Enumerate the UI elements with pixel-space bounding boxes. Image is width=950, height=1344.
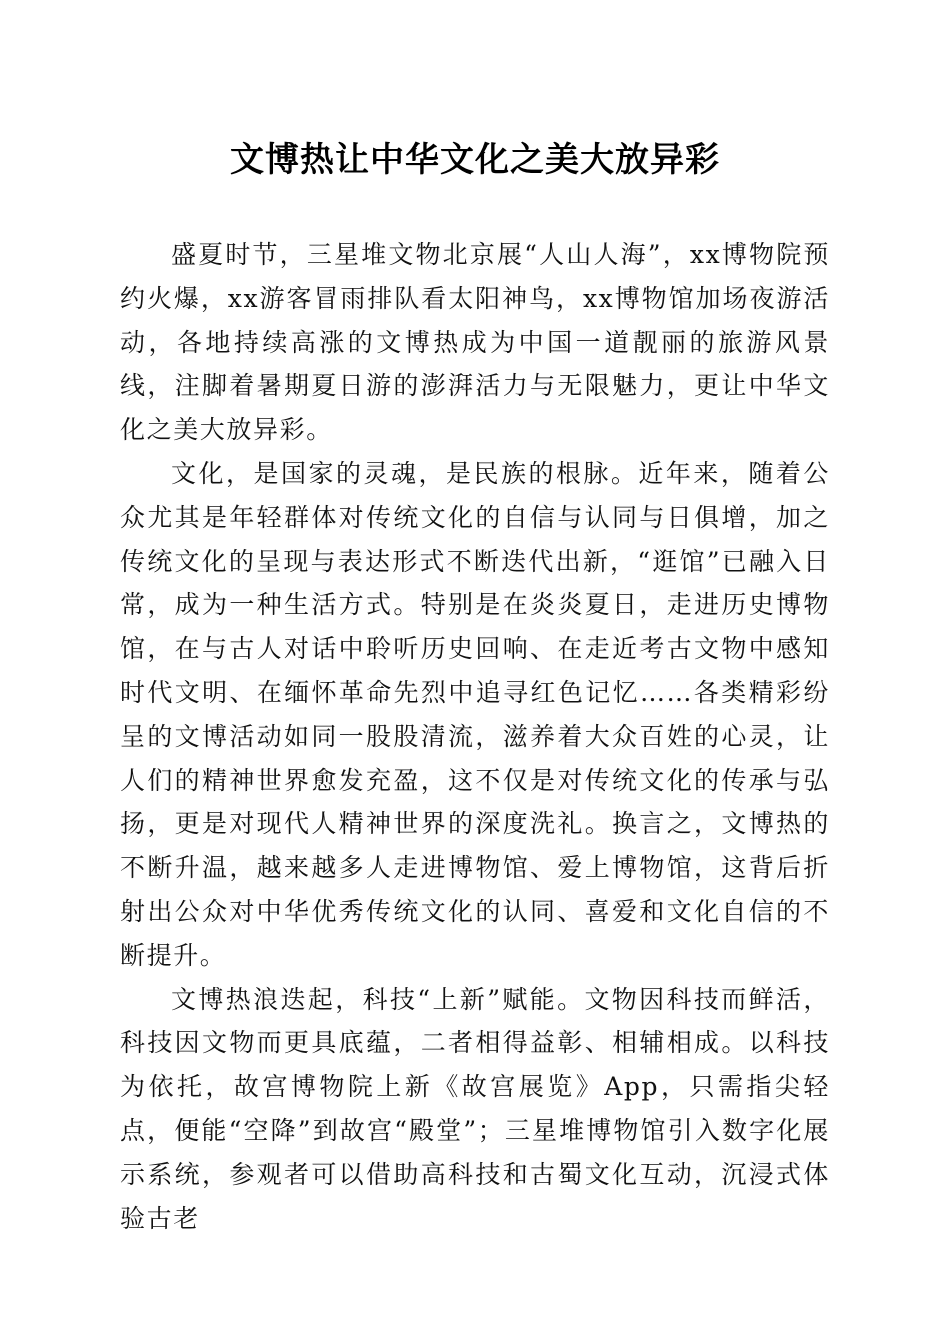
document-title: 文博热让中华文化之美大放异彩 [230,140,720,180]
document-body [120,233,830,1240]
paragraph-3: 文博热浪迭起，科技“上新”赋能。文物因科技而鲜活，科技因文物而更具底蕴，二者相得益彰、相辅相成。以科技为依托，故宫博物院上新《故宫展览》App，只需指尖轻点，便能“空降”到故宫“殿堂”；三星堆博物馆引入数字化展示系统，参观者可以借助高科技和古蜀文化互动，沉浸式体验古老 [120,984,830,1233]
paragraph-2: 文化，是国家的灵魂，是民族的根脉。近年来，随着公众尤其是年轻群体对传统文化的自信与认同与日俱增，加之传统文化的呈现与表达形式不断迭代出新，“逛馆”已融入日常，成为一种生活方式。特别是在炎炎夏日，走进历史博物馆，在与古人对话中聆听历史回响、在走近考古文物中感知时代文明、在缅怀革命先烈中追寻红色记忆……各类精彩纷呈的文博活动如同一股股清流，滋养着大众百姓的心灵，让人们的精神世界愈发充盈，这不仅是对传统文化的传承与弘扬，更是对现代人精神世界的深度洗礼。换言之，文博热的不断升温，越来越多人走进博物馆、爱上博物馆，这背后折射出公众对中华优秀传统文化的认同、喜爱和文化自信的不断提升。 [120,458,830,970]
paragraph-1: 盛夏时节，三星堆文物北京展“人山人海”，xx博物院预约火爆，xx游客冒雨排队看太阳神鸟，xx博物馆加场夜游活动，各地持续高涨的文博热成为中国一道靓丽的旅游风景线，注脚着暑期夏日游的澎湃活力与无限魅力，更让中华文化之美大放异彩。 [120,240,830,445]
